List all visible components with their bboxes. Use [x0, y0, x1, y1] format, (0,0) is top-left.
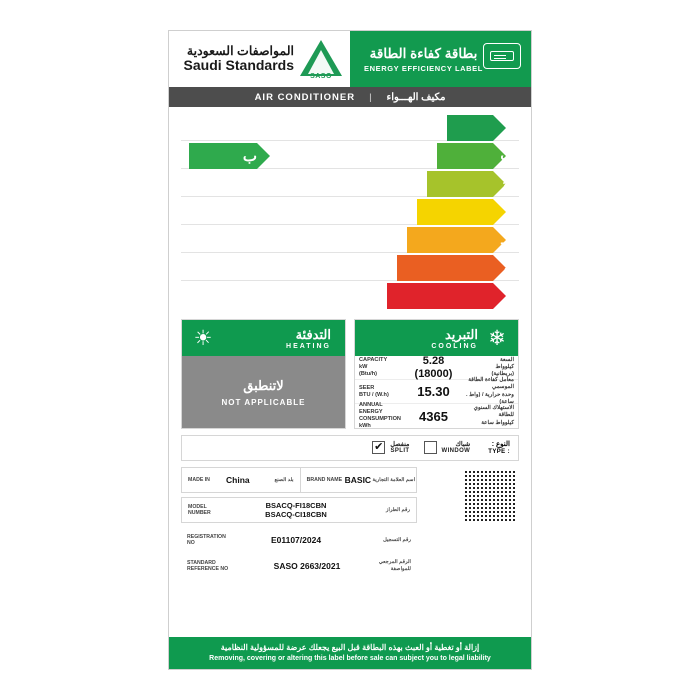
standard-label-ar: الرقم المرجعي للمواصفة: [378, 559, 411, 572]
cooling-annual-label-ar: الاستهلاك السنوي للطاقة كيلوواط ساعة: [473, 405, 514, 426]
type-title-ar: النوع :: [491, 440, 510, 448]
grade-bar-b: [437, 143, 493, 169]
energy-label-title-block: [350, 31, 531, 87]
cooling-annual-label-en: ANNUAL ENERGY CONSUMPTION kWh: [359, 402, 401, 429]
grade-pointer-zone: [181, 143, 301, 169]
model-value: [226, 501, 366, 520]
grade-row: [181, 199, 519, 225]
saso-logo-text: SASO: [310, 73, 332, 80]
performance-panels: [169, 315, 531, 429]
grade-bar-zone: [301, 255, 519, 281]
cooling-seer-label-ar: معامل كفاءة الطاقة الموسمي وحدة حرارية / (واط . ساعة): [466, 376, 514, 405]
product-info-grid: [181, 467, 417, 579]
snowflake-icon: ❄: [488, 326, 506, 350]
standard-value: SASO 2663/2021: [273, 561, 341, 571]
grade-pointer-zone: [181, 227, 301, 253]
cooling-capacity-btu: (18000): [414, 367, 453, 380]
split-label-en: SPLIT: [390, 448, 410, 455]
grade-letter-f: و: [503, 259, 511, 275]
cooling-seer-label-en: SEER BTU / (W.h): [359, 384, 389, 398]
saso-name-ar: المواصفات السعودية: [186, 44, 294, 59]
heating-titles: [216, 327, 337, 350]
energy-label-title-ar: بطاقة كفاءة الطاقة: [369, 45, 478, 61]
grade-bar-d: [417, 199, 493, 225]
grade-row: [181, 227, 519, 253]
product-info-block: [181, 467, 519, 579]
grade-letter-g: ز: [503, 287, 511, 304]
product-type-ar: مكيف الهـــواء: [386, 91, 446, 103]
energy-efficiency-label: [168, 30, 532, 670]
made-in-label-en: MADE IN: [188, 476, 210, 483]
model-label-ar: رقم الطراز: [386, 506, 410, 513]
cooling-seer-row: [355, 376, 518, 405]
registration-value: E01107/2024: [270, 535, 322, 545]
cooling-panel: [354, 319, 519, 429]
grade-pointer-zone: [181, 283, 301, 309]
brand-value: BASIC: [344, 475, 372, 485]
cooling-seer-value: 15.30: [417, 384, 450, 399]
air-conditioner-icon: [483, 43, 521, 69]
grade-bar-body: [397, 255, 493, 281]
grade-bar-body: [417, 199, 493, 225]
grade-bar-body: [437, 143, 493, 169]
grade-letter-a: أ: [505, 119, 509, 135]
heating-status-en: NOT APPLICABLE: [221, 397, 306, 407]
window-label-ar: شباك: [455, 440, 471, 448]
legal-footer-ar: إزالة أو تغطية أو العبث بهذه البطاقة قبل البيع يجعلك عرضة للمسؤولية النظامية: [220, 643, 480, 652]
sun-icon: ☀: [193, 326, 213, 350]
grade-bar-a: [447, 115, 493, 141]
grade-bar-body: [447, 115, 493, 141]
grade-bar-body: [407, 227, 493, 253]
grade-pointer-zone: [181, 199, 301, 225]
ac-type-row: [181, 435, 519, 461]
heating-status: [182, 356, 345, 428]
brand-label-en: BRAND NAME: [306, 476, 343, 483]
saso-text: [184, 45, 300, 73]
grade-pointer-zone: [181, 171, 301, 197]
heating-title-en: HEATING: [286, 342, 331, 350]
window-label: [442, 441, 471, 455]
cooling-title-ar: التبريد: [444, 326, 478, 342]
grade-bar-zone: [301, 227, 519, 253]
window-label-en: WINDOW: [441, 448, 471, 455]
registration-label-en: REGISTRATION NO: [187, 533, 226, 546]
efficiency-grade-scale: [169, 107, 531, 315]
split-checkbox[interactable]: ✔: [374, 441, 384, 454]
model-value-line1: BSACQ-FI18CBN: [265, 500, 327, 510]
saso-logo-icon: [300, 38, 342, 80]
registration-label-ar: رقم التسجيل: [383, 536, 411, 543]
cooling-capacity-kw: 5.28: [422, 354, 445, 367]
grade-bar-c: [427, 171, 493, 197]
grade-bar-zone: [301, 171, 519, 197]
standard-reference-row: [181, 553, 417, 579]
split-label-ar: منفصل: [390, 440, 410, 448]
grade-pointer-zone: [181, 115, 301, 141]
cooling-capacity-label-en: CAPACITY kW (Btu/h): [359, 357, 388, 377]
grade-bar-zone: [301, 143, 519, 169]
grade-letter-d: د: [503, 203, 511, 219]
type-title-en: TYPE :: [488, 448, 510, 455]
type-title: [488, 441, 510, 456]
heating-panel-header: [182, 320, 345, 356]
product-type-separator: |: [369, 91, 373, 103]
legal-footer-en: Removing, covering or altering this label before sale can subject you to legal liability: [209, 655, 491, 662]
grade-row: [181, 115, 519, 141]
energy-label-title-en: ENERGY EFFICIENCY LABEL: [364, 63, 483, 73]
product-type-en: AIR CONDITIONER: [254, 91, 356, 103]
cooling-capacity-label-ar: السعة كيلوواط (بريطانية): [491, 356, 514, 378]
grade-row: [181, 171, 519, 197]
grade-pointer-zone: [181, 255, 301, 281]
grade-row: [181, 255, 519, 281]
grade-letter-e: هـ: [501, 231, 513, 247]
heating-status-ar: لاتنطبق: [243, 377, 284, 393]
model-label-en: MODEL NUMBER: [188, 503, 211, 516]
legal-footer: [169, 637, 531, 669]
cooling-capacity-value: [405, 355, 462, 380]
grade-letter-c: ج: [502, 175, 512, 191]
grade-letter-b: ب: [500, 147, 514, 163]
grade-row: [181, 143, 519, 169]
grade-bar-zone: [301, 115, 519, 141]
product-type-strip: [169, 87, 531, 107]
air-conditioner-icon-inner: [490, 51, 514, 61]
grade-row: [181, 283, 519, 309]
qr-code[interactable]: [461, 467, 519, 525]
made-in-value: China: [226, 475, 250, 485]
grade-bar-zone: [301, 283, 519, 309]
saso-logo-inner-triangle: [308, 50, 334, 74]
cooling-titles: [363, 327, 484, 350]
grade-bar-zone: [301, 199, 519, 225]
selected-grade-pointer: ب: [189, 143, 257, 169]
heating-panel: [181, 319, 346, 429]
model-value-line2: BSACQ-CI18CBN: [265, 510, 327, 519]
grade-bar-e: [407, 227, 493, 253]
made-in-cell: [182, 468, 300, 492]
label-header: [169, 31, 531, 87]
heating-title-ar: التدفئة: [295, 326, 331, 342]
grade-bar-body: [427, 171, 493, 197]
info-row: [181, 467, 417, 493]
split-label: [390, 441, 409, 455]
cooling-annual-value: 4365: [419, 408, 448, 424]
window-checkbox[interactable]: [424, 441, 437, 454]
standard-label-en: STANDARD REFERENCE NO: [187, 559, 229, 572]
grade-bar-body: [387, 283, 493, 309]
model-number-row: [181, 497, 417, 523]
cooling-annual-consumption-row: [355, 404, 518, 428]
type-option-window[interactable]: [424, 441, 471, 455]
qr-code-image: [463, 467, 519, 523]
saso-branding: [169, 31, 350, 87]
brand-name-cell: [300, 468, 421, 492]
cooling-title-en: COOLING: [431, 342, 478, 350]
made-in-label-ar: بلد الصنع: [274, 476, 294, 483]
grade-bar-f: [397, 255, 493, 281]
cooling-panel-header: [355, 320, 518, 356]
grade-bar-g: [387, 283, 493, 309]
type-option-split[interactable]: [372, 441, 409, 455]
brand-label-ar: اسم العلامة التجارية: [372, 476, 416, 483]
saso-name-en: Saudi Standards: [183, 57, 294, 74]
registration-row: [181, 527, 417, 553]
